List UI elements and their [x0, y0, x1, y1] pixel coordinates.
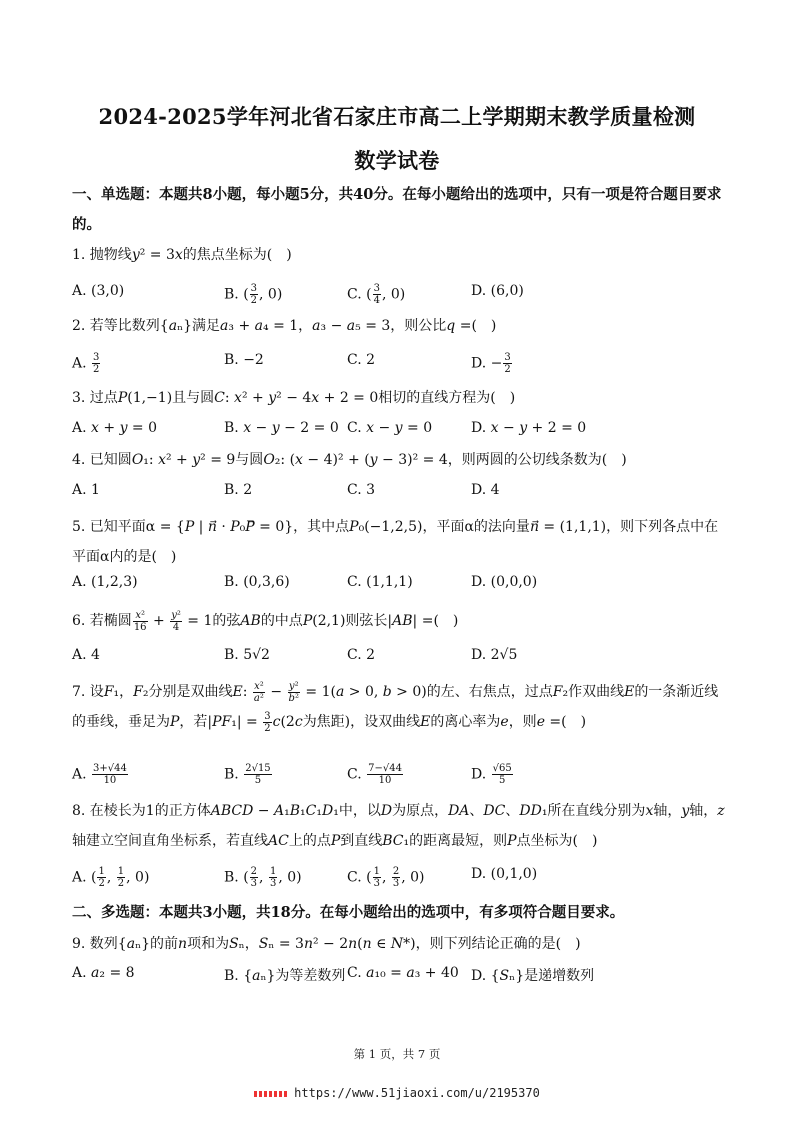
question-2-option-a[interactable]: A. $\frac{3}{2}$ — [72, 352, 100, 375]
question-6-options — [72, 647, 722, 671]
question-7-stem: 7. 设F₁，F₂分别是双曲线E: $\frac{\text{x²}}{\text{a²}}$ − $\frac{\text{y²}}{\text{b²}}$ = 1(a > 0, b > 0)的左、右焦点，过点F₂作双曲线E的一条渐近线的垂线，垂足为P，若|PF₁| = $\frac{3}{2}$ c(2c为焦距)，设双曲线E的离心率为e，则e =( ) — [72, 680, 719, 734]
watermark-logo-icon — [254, 1091, 288, 1097]
question-3-option-a[interactable]: A. x + y = 0 — [72, 420, 158, 436]
question-1-option-a[interactable]: A. (3,0) — [72, 283, 125, 299]
question-3-options — [72, 420, 722, 444]
question-4-options — [72, 482, 722, 506]
question-6-option-a[interactable]: A. 4 — [72, 647, 100, 663]
question-1-stem: 1. 抛物线y² = 3x的焦点坐标为( ) — [72, 247, 292, 263]
question-2-option-c[interactable]: C. 2 — [347, 352, 376, 368]
page-footer: 第 1 页，共 7 页 — [353, 1047, 441, 1061]
question-8-option-a[interactable]: A. ( $\frac{1}{2}$ , $\frac{1}{2}$ , 0) — [72, 866, 150, 889]
question-5-stem: 5. 已知平面α = {P | n⃗ · P₀P⃗ = 0}，其中点P₀(−1,2,5)，平面α的法向量n⃗ = (1,1,1)，则下列各点中在平面α内的是( ) — [72, 519, 719, 565]
question-6-option-d[interactable]: D. 2√5 — [471, 647, 518, 663]
question-9-option-b[interactable]: B. {aₙ}为等差数列 — [224, 968, 346, 984]
question-6-option-b[interactable]: B. 5√2 — [224, 647, 270, 663]
section-multiple-choice-heading: 二、多选题：本题共3小题，共18分。在每小题给出的选项中，有多项符合题目要求。 — [72, 904, 625, 921]
question-8-option-b[interactable]: B. ( $\frac{2}{3}$ , $\frac{1}{3}$ , 0) — [224, 866, 302, 889]
watermark — [0, 1086, 794, 1100]
question-6-stem: 6. 若椭圆 $\frac{\text{x²}}{16}$ + $\frac{\text{y²}}{4}$ = 1的弦AB的中点P(2,1)则弦长|AB| =( ) — [72, 609, 459, 633]
question-7-option-b[interactable]: B. $\frac{2√15}{5}$ — [224, 763, 271, 786]
question-7-option-c[interactable]: C. $\frac{7-√44}{10}$ — [347, 763, 402, 786]
question-5-option-c[interactable]: C. (1,1,1) — [347, 574, 413, 590]
question-9-stem: 9. 数列{aₙ}的前n项和为Sₙ，Sₙ = 3n² − 2n(n ∈ N*)，则下列结论正确的是( ) — [72, 936, 581, 952]
question-9-option-d[interactable]: D. {Sₙ}是递增数列 — [471, 968, 595, 984]
question-5-option-b[interactable]: B. (0,3,6) — [224, 574, 290, 590]
question-2-options — [72, 352, 722, 376]
question-6-option-c[interactable]: C. 2 — [347, 647, 376, 663]
question-9-option-c[interactable]: C. a₁₀ = a₃ + 40 — [347, 965, 459, 981]
question-8-options — [72, 866, 722, 890]
question-8-option-c[interactable]: C. ( $\frac{1}{3}$ , $\frac{2}{3}$ , 0) — [347, 866, 425, 889]
question-1-option-c[interactable]: C. ( $\frac{3}{4}$ , 0) — [347, 283, 406, 306]
question-1-options — [72, 283, 722, 307]
question-7-option-d[interactable]: D. $\frac{√65}{5}$ — [471, 763, 512, 786]
question-4-option-d[interactable]: D. 4 — [471, 482, 500, 498]
question-2-option-d[interactable]: D. − $\frac{3}{2}$ — [471, 352, 511, 375]
question-4-option-c[interactable]: C. 3 — [347, 482, 376, 498]
question-5-option-a[interactable]: A. (1,2,3) — [72, 574, 138, 590]
section-single-choice-heading: 一、单选题：本题共8小题，每小题5分，共40分。在每小题给出的选项中，只有一项是符合题目要求的。 — [72, 186, 722, 233]
question-4-option-b[interactable]: B. 2 — [224, 482, 253, 498]
question-8-option-d[interactable]: D. (0,1,0) — [471, 866, 538, 882]
question-1-option-d[interactable]: D. (6,0) — [471, 283, 524, 299]
question-4-stem: 4. 已知圆O₁: x² + y² = 9与圆O₂: (x − 4)² + (y − 3)² = 4，则两圆的公切线条数为( ) — [72, 452, 627, 468]
question-5-option-d[interactable]: D. (0,0,0) — [471, 574, 538, 590]
question-9-option-a[interactable]: A. a₂ = 8 — [72, 965, 135, 981]
question-9-options — [72, 965, 722, 989]
question-8-stem: 8. 在棱长为1的正方体ABCD − A₁B₁C₁D₁中，以D为原点，DA、DC、DD₁所在直线分别为x轴，y轴，z轴建立空间直角坐标系，若直线AC上的点P到直线BC₁的距离最短，则P点坐标为( ) — [72, 803, 725, 849]
question-7-option-a[interactable]: A. $\frac{3+√44}{10}$ — [72, 763, 127, 786]
question-3-option-b[interactable]: B. x − y − 2 = 0 — [224, 420, 339, 436]
question-3-option-d[interactable]: D. x − y + 2 = 0 — [471, 420, 587, 436]
watermark-url[interactable]: https://www.51jiaoxi.com/u/2195370 — [294, 1086, 540, 1100]
question-7-options — [72, 763, 722, 787]
question-4-option-a[interactable]: A. 1 — [72, 482, 100, 498]
question-3-option-c[interactable]: C. x − y = 0 — [347, 420, 433, 436]
question-5-options — [72, 574, 722, 598]
page-subtitle: 数学试卷 — [354, 148, 440, 173]
question-2-stem: 2. 若等比数列{aₙ}满足a₃ + a₄ = 1，a₃ − a₅ = 3，则公比q =( ) — [72, 318, 497, 334]
question-1-option-b[interactable]: B. ( $\frac{3}{2}$ , 0) — [224, 283, 283, 306]
question-3-stem: 3. 过点P(1,−1)且与圆C: x² + y² − 4x + 2 = 0相切的直线方程为( ) — [72, 390, 516, 406]
question-2-option-b[interactable]: B. −2 — [224, 352, 264, 368]
page-title: 2024-2025学年河北省石家庄市高二上学期期末教学质量检测 — [98, 104, 696, 129]
